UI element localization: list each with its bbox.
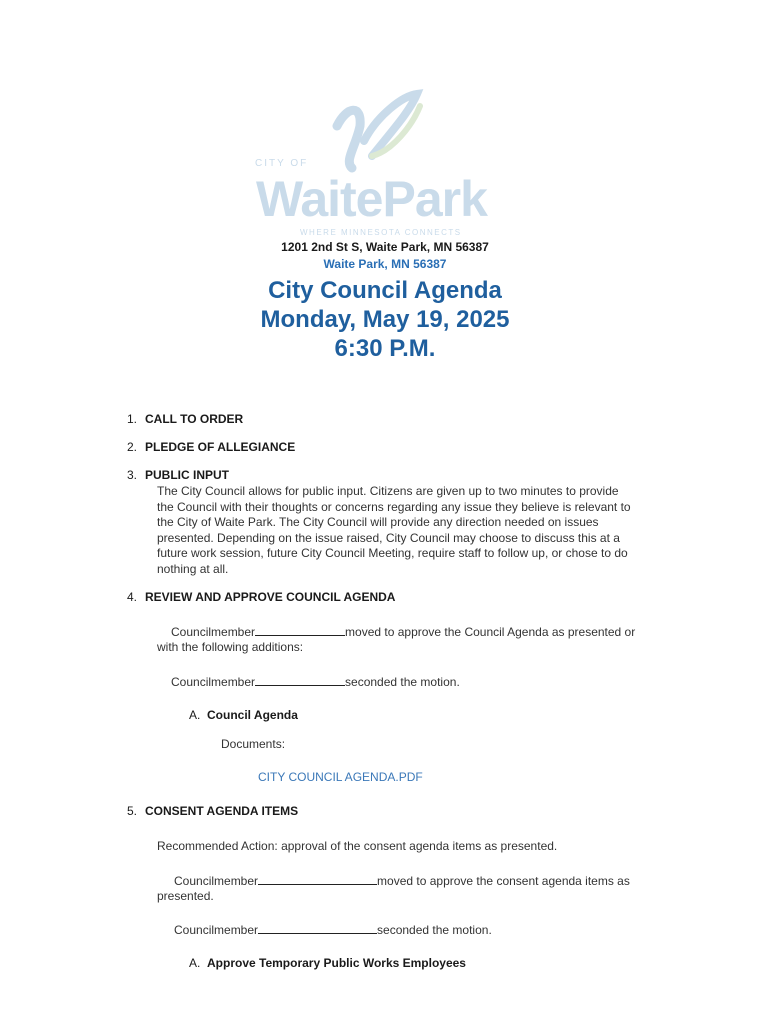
- text-line: the City of Waite Park. The City Council will provide any direction needed on issues: [157, 515, 599, 530]
- consent-motion-line: [174, 873, 630, 888]
- item-number: 3.: [127, 468, 138, 482]
- consent-second-line: [174, 922, 492, 937]
- second-suffix: seconded the motion.: [377, 923, 492, 937]
- text-line: future work session, future City Council Meeting, require staff to follow up, or chose to do: [157, 546, 628, 561]
- recommended-action: Recommended Action: approval of the consent agenda items as presented.: [157, 839, 558, 853]
- second-prefix: Councilmember: [174, 923, 259, 937]
- public-input-text: [157, 484, 647, 578]
- sub-letter: A.: [189, 708, 201, 722]
- text-line: The City Council allows for public input. Citizens are given up to two minutes to provide: [157, 484, 619, 498]
- documents-label: Documents:: [221, 737, 286, 751]
- agenda-motion-line: [171, 624, 635, 639]
- agenda-second-line: [171, 674, 460, 689]
- item-label: PUBLIC INPUT: [145, 468, 229, 482]
- address-line-1: 1201 2nd St S, Waite Park, MN 56387: [281, 240, 489, 254]
- agenda-item: [127, 440, 295, 454]
- motion-prefix: Councilmember: [174, 874, 259, 888]
- motion-suffix: moved to approve the consent agenda items as: [377, 874, 630, 888]
- motion-suffix: moved to approve the Council Agenda as presented or: [345, 625, 636, 639]
- councilmember-blank: [258, 922, 377, 934]
- agenda-item: [127, 590, 395, 604]
- text-line: the Council with their thoughts or concerns regarding any issue they believe is relevant to: [157, 499, 631, 514]
- logo-name: WaitePark: [256, 171, 487, 227]
- agenda-item: [127, 804, 298, 818]
- agenda-pdf-link[interactable]: CITY COUNCIL AGENDA.PDF: [258, 770, 423, 784]
- councilmember-blank: [255, 624, 345, 636]
- item-number: 4.: [127, 590, 138, 604]
- text-line: presented. Depending on the issue raised, City Council may choose to discuss this at a: [157, 530, 620, 545]
- agenda-item: [127, 468, 229, 482]
- text-line: nothing at all.: [157, 561, 229, 576]
- agenda-title: City Council Agenda: [268, 277, 502, 304]
- agenda-motion-continuation: with the following additions:: [157, 640, 304, 654]
- logo-swoosh-icon: [337, 94, 420, 168]
- sub-letter: A.: [189, 956, 201, 970]
- city-logo: [252, 86, 502, 236]
- agenda-time: 6:30 P.M.: [334, 335, 436, 362]
- agenda-date: Monday, May 19, 2025: [260, 306, 510, 333]
- consent-motion-continuation: presented.: [157, 889, 214, 903]
- item-label: PLEDGE OF ALLEGIANCE: [145, 440, 296, 454]
- item-label: REVIEW AND APPROVE COUNCIL AGENDA: [145, 590, 396, 604]
- sub-label: Approve Temporary Public Works Employees: [207, 956, 466, 970]
- item-number: 5.: [127, 804, 138, 818]
- councilmember-blank: [255, 674, 345, 686]
- councilmember-blank: [258, 873, 377, 885]
- address-line-2: Waite Park, MN 56387: [323, 257, 447, 271]
- sub-label: Council Agenda: [207, 708, 298, 722]
- sub-item-council-agenda: [189, 708, 298, 722]
- logo-tagline: WHERE MINNESOTA CONNECTS: [300, 228, 462, 236]
- second-prefix: Councilmember: [171, 675, 256, 689]
- agenda-item: [127, 412, 243, 426]
- motion-prefix: Councilmember: [171, 625, 256, 639]
- sub-item-temp-employees: [189, 956, 466, 970]
- item-label: CONSENT AGENDA ITEMS: [145, 804, 299, 818]
- item-label: CALL TO ORDER: [145, 412, 244, 426]
- logo-city-of: CITY OF: [255, 158, 309, 169]
- item-number: 1.: [127, 412, 138, 426]
- second-suffix: seconded the motion.: [345, 675, 460, 689]
- item-number: 2.: [127, 440, 138, 454]
